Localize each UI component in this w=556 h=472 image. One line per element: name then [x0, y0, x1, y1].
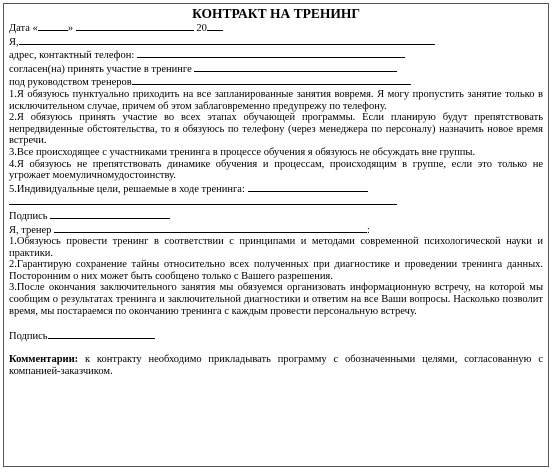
signature-blank-2: [48, 329, 155, 339]
phone-blank: [137, 48, 405, 58]
document-title: КОНТРАКТ НА ТРЕНИНГ: [192, 6, 360, 21]
name-line: Я,: [9, 35, 543, 49]
participant-item-3: 3.Все происходящее с участниками тренинга в процессе обучения я обязуюсь не обсуждать вне группы.: [9, 146, 476, 158]
name-blank: [19, 35, 435, 45]
goals-blank: [248, 182, 368, 192]
month-blank: [76, 21, 194, 31]
trainer-line: Я, тренер :: [9, 224, 370, 236]
phone-line: адрес, контактный телефон:: [9, 48, 543, 62]
comments-paragraph: [9, 354, 543, 377]
goals-line: 5.Индивидуальные цели, решаемые в ходе тренинга:: [9, 182, 543, 196]
participant-item-1: 1.Я обязуюсь пунктуально приходить на все запланированные занятия вовремя. Я могу пропустить занятие только в исключительном случае, причем об этом заблаговременно предупрежу по телефону.: [9, 88, 543, 112]
trainer-item-2: 2.Гарантирую сохранение тайны относительно всех полученных при диагностике и проведении тренинга данных. Посторонним о них может быть сообщено только с Вашего разрешения.: [9, 259, 543, 282]
goals-line-2: [9, 195, 543, 209]
participant-item-2: 2.Я обязуюсь принять участие во всех этапах обучающей программы. Если планирую будут препятствовать непредвиденные обстоятельства, то я обязуюсь по телефону (через менеджера по персоналу) назначить новое время встречи.: [9, 112, 543, 147]
contract-document: [3, 3, 549, 467]
comments-label: Комментарии:: [9, 354, 79, 366]
signature-line-1: Подпись: [9, 209, 543, 223]
signature-blank-1: [50, 209, 170, 219]
date-line: Дата « » 20: [9, 21, 543, 35]
lead-line: под руководством тренеров: [9, 75, 543, 89]
year-blank: [207, 21, 223, 31]
training-blank: [194, 62, 397, 72]
signature-line-2: Подпись: [9, 329, 543, 343]
comments-text: к контракту необходимо прикладывать программу с обозначенными целями, согласованную с компанией-заказчиком.: [9, 354, 543, 377]
agree-line: согласен(на) принять участие в тренинге: [9, 62, 543, 76]
trainers-blank: [132, 75, 411, 85]
trainer-item-3: 3.После окончания заключительного занятия мы обязуемся организовать информационную встречу, на которой мы сообщим о результатах тренинга и заключительной диагностики и ответим на все Ваши вопросы. Насколько позволит время, мы постараемся по окончанию тренинга с каждым провести персональную встречу.: [9, 282, 543, 317]
participant-item-4: 4.Я обязуюсь не препятствовать динамике обучения и процессам, происходящим в группе, если это только не угрожает моемуличномудостоинству.: [9, 158, 543, 182]
trainer-blank: [54, 223, 367, 233]
goals-blank-2: [9, 195, 397, 205]
trainer-item-1: 1.Обязуюсь провести тренинг в соответствии с принципами и методами современной психологической науки и практики.: [9, 236, 543, 259]
day-blank: [38, 21, 68, 31]
